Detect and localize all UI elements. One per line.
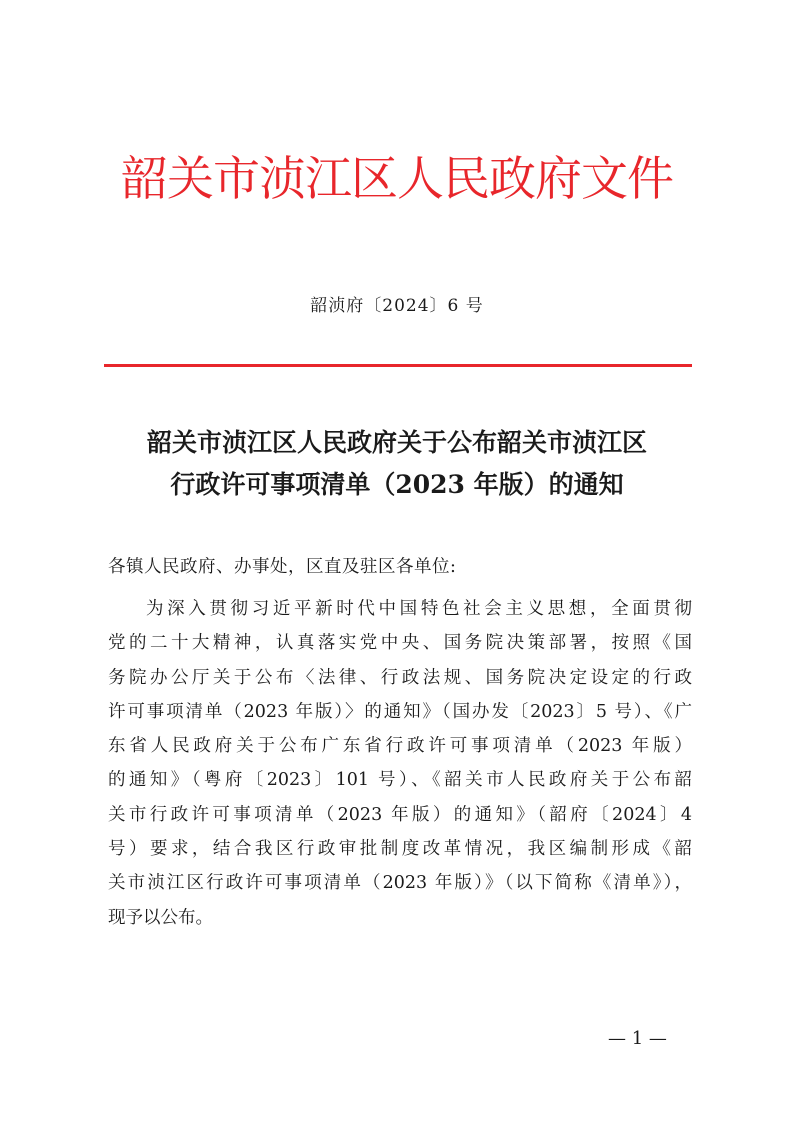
page-number: — 1 — [608, 1028, 667, 1049]
body-line: 务院办公厅关于公布〈法律、行政法规、国务院决定设定的行政 [108, 667, 692, 688]
body-line: 关市浈江区行政许可事项清单（2023 年版）》（以下简称《清单》）， [108, 873, 692, 894]
body-line: 的通知》（粤府〔2023〕101 号）、《韶关市人民政府关于公布韶 [108, 770, 692, 791]
body-paragraph [108, 592, 692, 935]
issuer-title: 韶关市浈江区人民政府文件 [121, 152, 673, 207]
body-line: 东省人民政府关于公布广东省行政许可事项清单（2023 年版） [108, 736, 692, 757]
notice-title-line: 行政许可事项清单（2023 年版）的通知 [170, 470, 624, 499]
body-line: 关市行政许可事项清单（2023 年版）的通知》（韶府〔2024〕4 [108, 804, 692, 825]
body-line: 号）要求，结合我区行政审批制度改革情况，我区编制形成《韶 [108, 839, 692, 860]
red-divider-line [104, 364, 692, 367]
notice-title-line: 韶关市浈江区人民政府关于公布韶关市浈江区 [146, 428, 647, 457]
body-line: 许可事项清单（2023 年版）〉的通知》（国办发〔2023〕5 号）、《广 [108, 701, 692, 722]
body-line: 为深入贯彻习近平新时代中国特色社会主义思想，全面贯彻 [146, 599, 692, 619]
body-line: 党的二十大精神，认真落实党中央、国务院决策部署，按照《国 [108, 633, 692, 654]
notice-title [90, 422, 704, 506]
salutation: 各镇人民政府、办事处，区直及驻区各单位: [108, 557, 457, 577]
body-line: 现予以公布。 [108, 907, 213, 928]
document-number: 韶浈府〔2024〕6 号 [310, 296, 484, 316]
